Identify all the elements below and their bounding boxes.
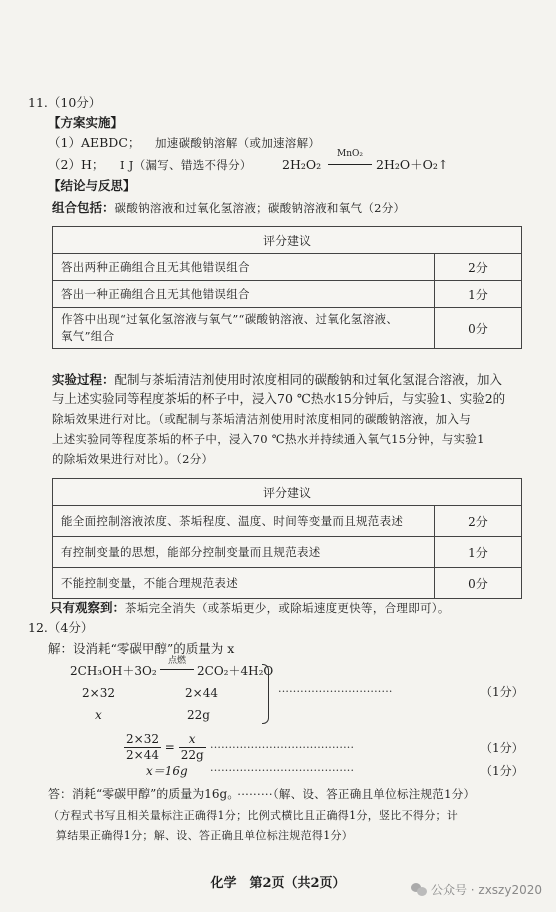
q12-equation-condition: 点燃 [167, 656, 186, 666]
process-line-3: 除垢效果进行对比。（或配制与茶垢清洁剂使用时浓度相同的碳酸钠溶液，加入与 [52, 412, 472, 426]
step1-label: （1）AEBDC； [48, 135, 141, 150]
observe-label: 只有观察到： [50, 600, 126, 615]
fraction-right [179, 732, 206, 763]
table-row [53, 254, 522, 281]
step2-answer: I J（漏写、错选不得分） [120, 158, 252, 172]
q12-row3-left: x [95, 708, 102, 722]
table-row [53, 568, 522, 599]
dot-leader: ······································· [210, 764, 355, 777]
process-line-4: 上述实验同等程度茶垢的杯子中，浸入70 ℃热水并持续通入氧气15分钟，与实验1 [52, 432, 485, 446]
q12-score-3: （1分） [480, 764, 524, 778]
table2-row2-score: 1分 [435, 537, 522, 568]
step2-label: （2）H； [48, 157, 105, 172]
plan-title: 【方案实施】 [48, 115, 124, 130]
dot-leader: ······································· [210, 741, 355, 754]
q12-row3-right: 22g [187, 708, 210, 722]
table2-row3-text: 不能控制变量，不能合理规范表述 [53, 568, 435, 599]
step2-catalyst: MnO₂ [337, 149, 363, 159]
dot-leader: ······························· [278, 685, 393, 698]
q12-equation-line [160, 669, 194, 670]
dot-leader: ········· [237, 787, 273, 801]
step2-equation-right: 2H₂O＋O₂↑ [376, 157, 449, 172]
conclusion-title: 【结论与反思】 [48, 178, 136, 193]
q12-score-1: （1分） [480, 685, 524, 699]
q12-answer-note: （解、设、答正确且单位标注规范1分） [272, 787, 476, 801]
q12-equation-right: 2CO₂＋4H₂O [197, 664, 274, 678]
table2-row2-text: 有控制变量的思想，能部分控制变量而且规范表述 [53, 537, 435, 568]
process-line-2: 与上述实验同等程度茶垢的杯子中，浸入70 ℃热水15分钟后，与实验1、实验2的 [52, 391, 506, 406]
table1-row2-score: 1分 [435, 281, 522, 308]
table2-row1-score: 2分 [435, 506, 522, 537]
reaction-arrow-line [328, 164, 372, 165]
q12-intro: 解：设消耗“零碳甲醇”的质量为 x [48, 641, 235, 656]
wechat-icon [411, 883, 427, 896]
combo-label: 组合包括： [52, 200, 115, 215]
table1-row1-text: 答出两种正确组合且无其他错误组合 [53, 254, 435, 281]
q12-note-line-1: （方程式书写且相关量标注正确得1分；比例式横比且正确得1分，竖比不得分；计 [48, 809, 459, 822]
fraction-left-numerator: 2×32 [126, 732, 159, 746]
q11-header: 11.（10分） [28, 95, 102, 110]
fraction-left [124, 732, 161, 763]
fraction-right-denominator: 22g [180, 748, 204, 762]
q12-proportion [124, 732, 206, 763]
process-line-1: 配制与茶垢清洁剂使用时浓度相同的碳酸钠和过氧化氢混合溶液，加入 [114, 372, 503, 387]
scoring-table-2 [52, 478, 522, 599]
table1-row2-text: 答出一种正确组合且无其他错误组合 [53, 281, 435, 308]
table-row [53, 537, 522, 568]
process-line-5: 的除垢效果进行对比）。（2分） [52, 452, 214, 466]
fraction-right-numerator: x [179, 732, 206, 748]
table1-row1-score: 2分 [435, 254, 522, 281]
observe-text: 茶垢完全消失（或茶垢更少，或除垢速度更快等，合理即可）。 [125, 601, 450, 615]
step2-equation-left: 2H₂O₂ [282, 157, 322, 172]
q12-equation-left: 2CH₃OH＋3O₂ [70, 664, 157, 678]
q12-score-2: （1分） [480, 741, 524, 755]
table1-row3-score: 0分 [435, 308, 522, 349]
fraction-left-denominator: 2×44 [126, 748, 159, 762]
q12-result: x＝16g [146, 764, 188, 778]
q12-row2-right: 2×44 [185, 686, 218, 700]
table-row [53, 506, 522, 537]
q12-row2-left: 2×32 [82, 686, 115, 700]
process-label: 实验过程： [52, 372, 115, 387]
table1-header: 评分建议 [53, 227, 522, 254]
table2-header: 评分建议 [53, 479, 522, 506]
table-row [53, 281, 522, 308]
brace-bracket [262, 664, 269, 724]
table-row [53, 308, 522, 349]
q12-note-line-2: 算结果正确得1分；解、设、答正确且单位标注规范得1分） [56, 829, 354, 842]
watermark [411, 881, 542, 898]
table2-row1-text: 能全面控制溶液浓度、茶垢程度、温度、时间等变量而且规范表述 [53, 506, 435, 537]
equals-sign: = [164, 740, 175, 754]
table1-row3-text-line1: 作答中出现“过氧化氢溶液与氧气”“碳酸钠溶液、过氧化氢溶液、 [61, 312, 399, 326]
combo-text: 碳酸钠溶液和过氧化氢溶液；碳酸钠溶液和氧气（2分） [114, 201, 406, 215]
q12-answer: 答：消耗“零碳甲醇”的质量为16g。 [48, 787, 234, 801]
q12-header: 12.（4分） [28, 620, 94, 635]
table2-row3-score: 0分 [435, 568, 522, 599]
table1-row3-text-line2: 氧气”组合 [61, 329, 115, 343]
watermark-text: 公众号 · zxszy2020 [430, 883, 542, 897]
step1-answer: 加速碳酸钠溶解（或加速溶解） [155, 136, 321, 150]
scoring-table-1 [52, 226, 522, 349]
page-footer: 化学 第2页（共2页） [210, 876, 346, 891]
